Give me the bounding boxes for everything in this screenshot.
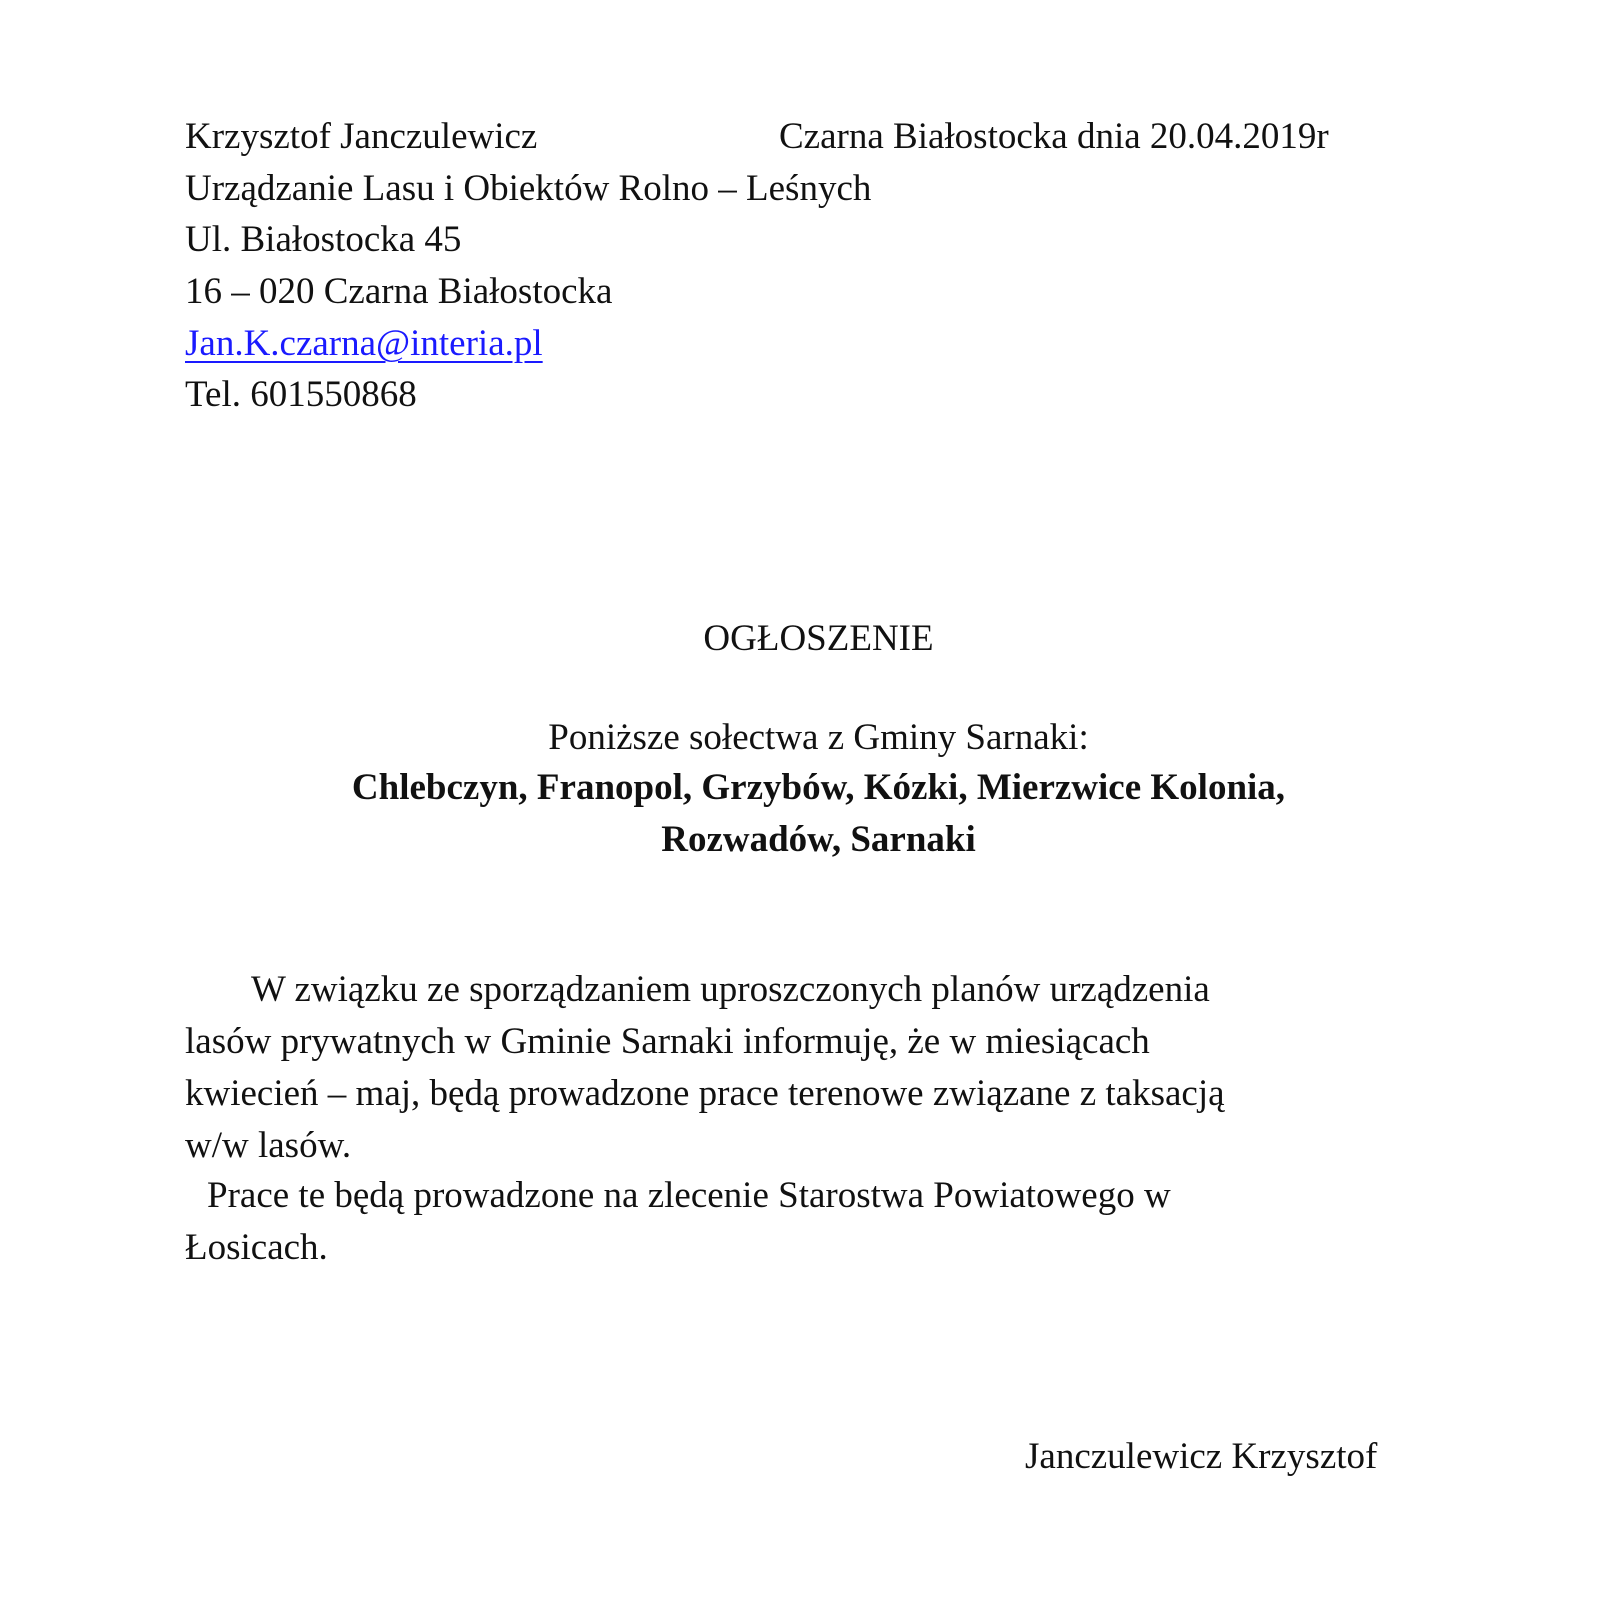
signature: Janczulewicz Krzysztof bbox=[1025, 1436, 1378, 1477]
paragraph-line: w/w lasów. bbox=[185, 1125, 352, 1166]
email-link[interactable]: Jan.K.czarna@interia.pl bbox=[185, 323, 543, 364]
street-address: Ul. Białostocka 45 bbox=[185, 219, 462, 260]
body-paragraph-2 bbox=[185, 1170, 1445, 1274]
notice-intro: Poniższe sołectwa z Gminy Sarnaki: bbox=[548, 717, 1089, 758]
notice-heading: OGŁOSZENIE bbox=[703, 618, 934, 659]
paragraph-line: W związku ze sporządzaniem uproszczonych planów urządzenia bbox=[251, 969, 1210, 1010]
place-and-date: Czarna Białostocka dnia 20.04.2019r bbox=[779, 116, 1329, 157]
postal-city: 16 – 020 Czarna Białostocka bbox=[185, 271, 613, 312]
paragraph-line: kwiecień – maj, będą prowadzone prace terenowe związane z taksacją bbox=[185, 1073, 1225, 1114]
village-list-line: Chlebczyn, Franopol, Grzybów, Kózki, Mierzwice Kolonia, bbox=[351, 767, 1286, 808]
sender-name: Krzysztof Janczulewicz bbox=[185, 116, 538, 157]
paragraph-line: Łosicach. bbox=[185, 1227, 328, 1268]
paragraph-line: Prace te będą prowadzone na zlecenie Starostwa Powiatowego w bbox=[207, 1175, 1171, 1216]
body-paragraph-1 bbox=[185, 964, 1445, 1172]
paragraph-line: lasów prywatnych w Gminie Sarnaki informuję, że w miesiącach bbox=[185, 1021, 1150, 1062]
phone-number: Tel. 601550868 bbox=[185, 374, 417, 415]
village-list bbox=[0, 762, 1607, 866]
village-list-line: Rozwadów, Sarnaki bbox=[661, 819, 976, 860]
company-name: Urządzanie Lasu i Obiektów Rolno – Leśnych bbox=[185, 168, 872, 209]
